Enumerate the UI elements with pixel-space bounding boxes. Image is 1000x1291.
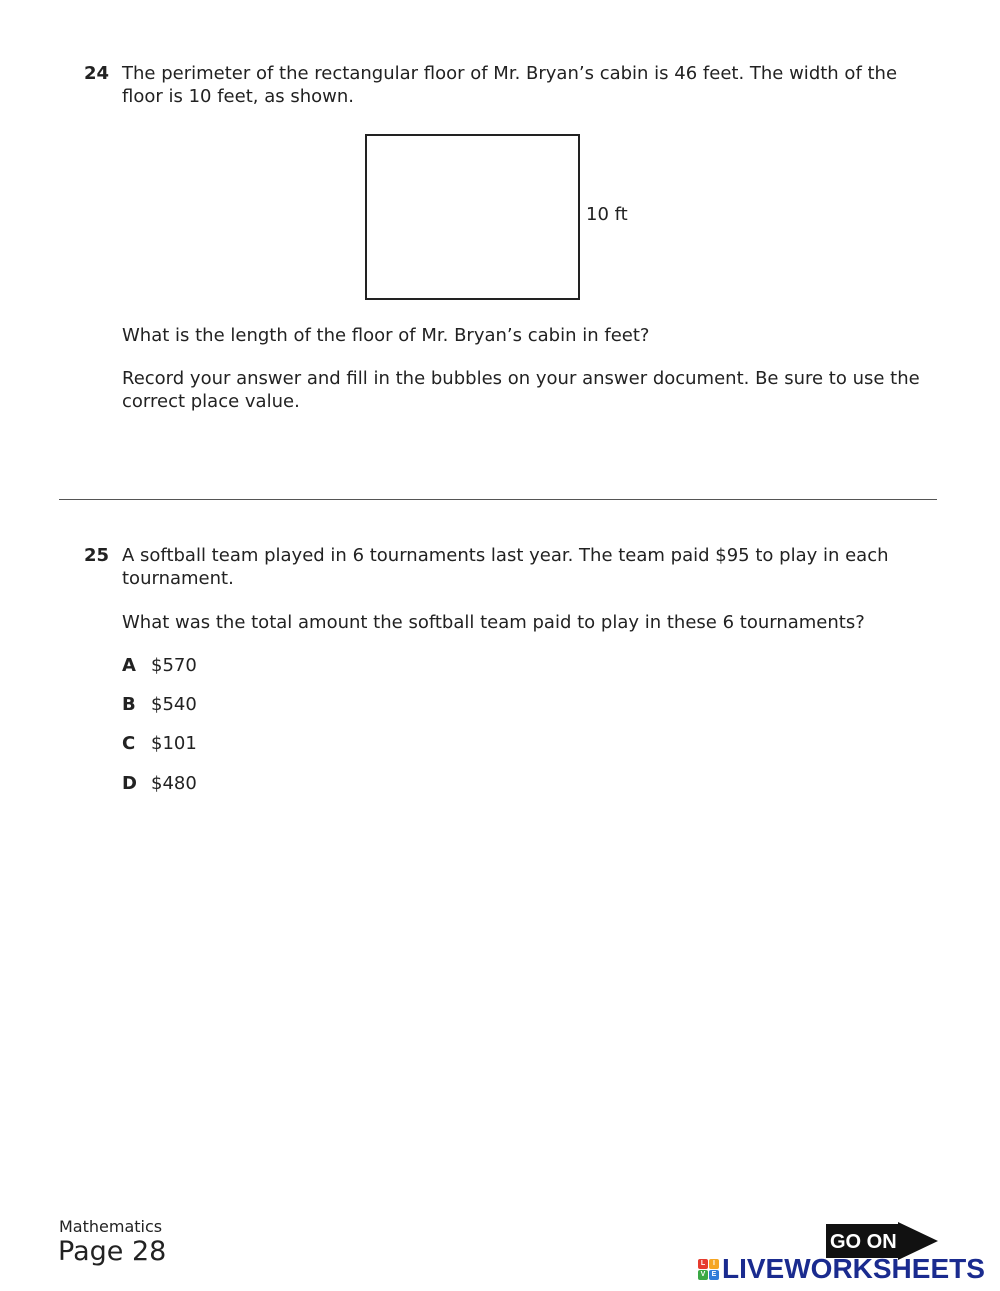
liveworksheets-logo: [698, 1253, 985, 1285]
question-number: 25: [84, 545, 110, 566]
question-text: The perimeter of the rectangular floor of Mr. Bryan’s cabin is 46 feet. The width of the floor is 10 feet, as shown.: [122, 63, 898, 107]
choice-c[interactable]: [122, 733, 197, 754]
choice-text: $480: [151, 773, 197, 794]
logo-tile: V: [698, 1270, 708, 1280]
question-text: A softball team played in 6 tournaments last year. The team paid $95 to play in each tournament.: [122, 545, 889, 589]
page-number: Page 28: [58, 1236, 167, 1267]
brand-name: LIVEWORKSHEETS: [722, 1253, 985, 1284]
logo-tile: E: [709, 1270, 719, 1280]
choice-d[interactable]: [122, 773, 197, 794]
choice-letter: D: [122, 773, 137, 794]
choice-letter: B: [122, 694, 136, 715]
choice-a[interactable]: [122, 655, 197, 676]
choice-text: $540: [151, 694, 197, 715]
brand-logo-icon: [698, 1259, 719, 1280]
floor-rectangle-figure: [365, 134, 580, 300]
width-label: 10 ft: [586, 204, 628, 225]
logo-tile: I: [709, 1259, 719, 1269]
question-prompt: What was the total amount the softball team paid to play in these 6 tournaments?: [122, 612, 865, 633]
question-24: [84, 62, 914, 108]
choice-letter: A: [122, 655, 136, 676]
section-divider: [59, 499, 937, 500]
choice-letter: C: [122, 733, 136, 754]
choice-text: $570: [151, 655, 197, 676]
go-on-label: GO ON: [830, 1231, 897, 1253]
answer-instruction: Record your answer and fill in the bubbles on your answer document. Be sure to use the correct place value.: [122, 368, 920, 412]
logo-tile: L: [698, 1259, 708, 1269]
question-number: 24: [84, 63, 110, 84]
question-prompt: What is the length of the floor of Mr. Bryan’s cabin in feet?: [122, 325, 650, 346]
question-25: [84, 544, 914, 590]
choice-b[interactable]: [122, 694, 197, 715]
choice-text: $101: [151, 733, 197, 754]
footer-subject: Mathematics: [59, 1217, 163, 1236]
